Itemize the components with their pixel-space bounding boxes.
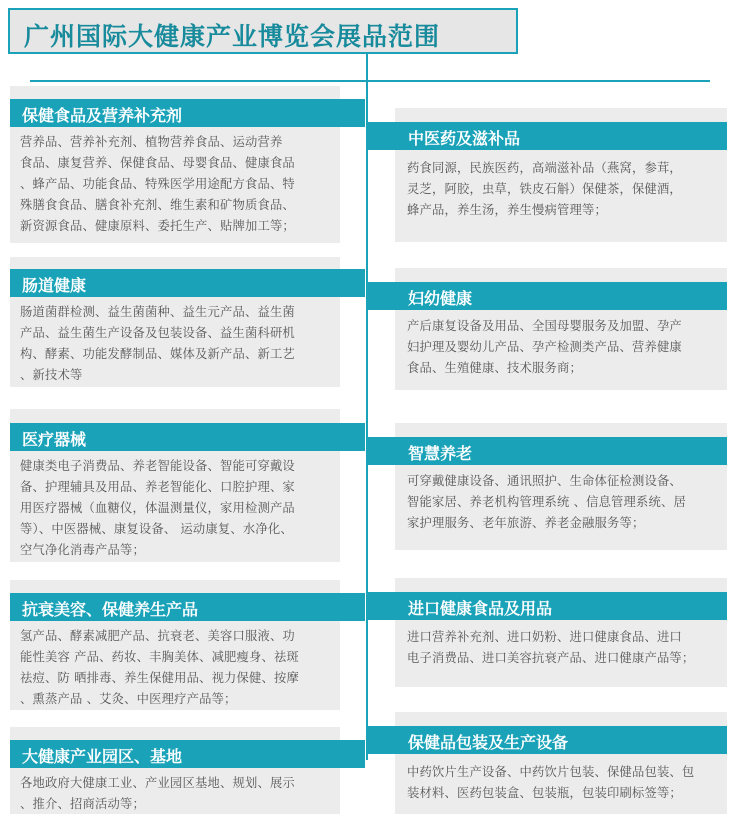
divider-line: [30, 80, 710, 82]
category-header: [10, 269, 365, 297]
category-header: [368, 282, 727, 310]
category-description: 健康类电子消费品、养老智能设备、智能可穿戴设 备、护理辅具及用品、养老智能化、口腔护理、家 用医疗器械（血糖仪，体温测量仪，家用检测产品 等）、中医器械、康复设备、 运动康复、水净化、 空气净化消毒产品等；: [20, 459, 295, 557]
category-description: 各地政府大健康工业、产业园区基地、规划、展示 、推介、招商活动等；: [20, 776, 295, 811]
category-heading: 保健品包装及生产设备: [408, 733, 569, 752]
category-header: [368, 122, 727, 150]
category-header: [368, 437, 727, 465]
category-header: [368, 592, 727, 620]
category-heading: 抗衰美容、保健养生产品: [22, 600, 199, 619]
page-title: 广州国际大健康产业博览会展品范围: [24, 22, 441, 51]
category-description: 药食同源，民族医药，高端滋补品（燕窝，参茸， 灵芝，阿胶，虫草，铁皮石斛）保健茶，保健酒， 蜂产品，养生汤，养生慢病管理等；: [407, 161, 682, 217]
category-header: [10, 99, 365, 127]
category-heading: 医疗器械: [22, 430, 87, 449]
category-header: [10, 423, 365, 451]
title-box: [8, 8, 518, 54]
category-description: 氢产品、酵素减肥产品、抗衰老、美容口服液、功 能性美容 产品、药妆、丰胸美体、减肥瘦身、祛斑 祛痘、防 晒排毒、养生保健用品、视力保健、按摩 、熏蒸产品 、艾灸、中医理疗产品等；: [20, 629, 300, 706]
category-heading: 肠道健康: [22, 276, 87, 295]
category-heading: 大健康产业园区、基地: [22, 747, 183, 766]
category-heading: 中医药及滋补品: [408, 129, 521, 148]
category-heading: 智慧养老: [408, 444, 473, 463]
category-description: 营养品、营养补充剂、植物营养食品、运动营养 食品、康复营养、保健食品、母婴食品、健康食品 、蜂产品、功能食品、特殊医学用途配方食品、特 殊膳食食品、膳食补充剂、维生素和矿物质食品、 新资源食品、健康原料、委托生产、贴牌加工等；: [20, 135, 295, 233]
category-description: 可穿戴健康设备、通讯照护、生命体征检测设备、 智能家居、养老机构管理系统 、信息管理系统、居 家护理服务、老年旅游、养老金融服务等；: [407, 474, 687, 530]
category-description: 肠道菌群检测、益生菌菌种、益生元产品、益生菌 产品、益生菌生产设备及包装设备、益生菌科研机 构、酵素、功能发酵制品、媒体及新产品、新工艺 、新技术等: [20, 305, 295, 382]
category-description: 产后康复设备及用品、全国母婴服务及加盟、孕产 妇护理及婴幼儿产品、孕产检测类产品、营养健康 食品、生殖健康、技术服务商；: [407, 319, 682, 375]
category-header: [10, 593, 365, 621]
category-description: 中药饮片生产设备、中药饮片包装、保健品包装、包 装材料、医药包装盒、包装瓶，包装印刷标签等；: [407, 765, 695, 800]
connector-line: [366, 54, 368, 82]
category-header: [368, 726, 727, 754]
center-spine: [366, 80, 368, 760]
category-heading: 进口健康食品及用品: [408, 599, 553, 618]
category-heading: 妇幼健康: [408, 289, 473, 308]
category-heading: 保健食品及营养补充剂: [22, 106, 183, 125]
category-description: 进口营养补充剂、进口奶粉、进口健康食品、进口 电子消费品、进口美容抗衰产品、进口健康产品等；: [407, 630, 695, 665]
category-header: [10, 740, 365, 768]
